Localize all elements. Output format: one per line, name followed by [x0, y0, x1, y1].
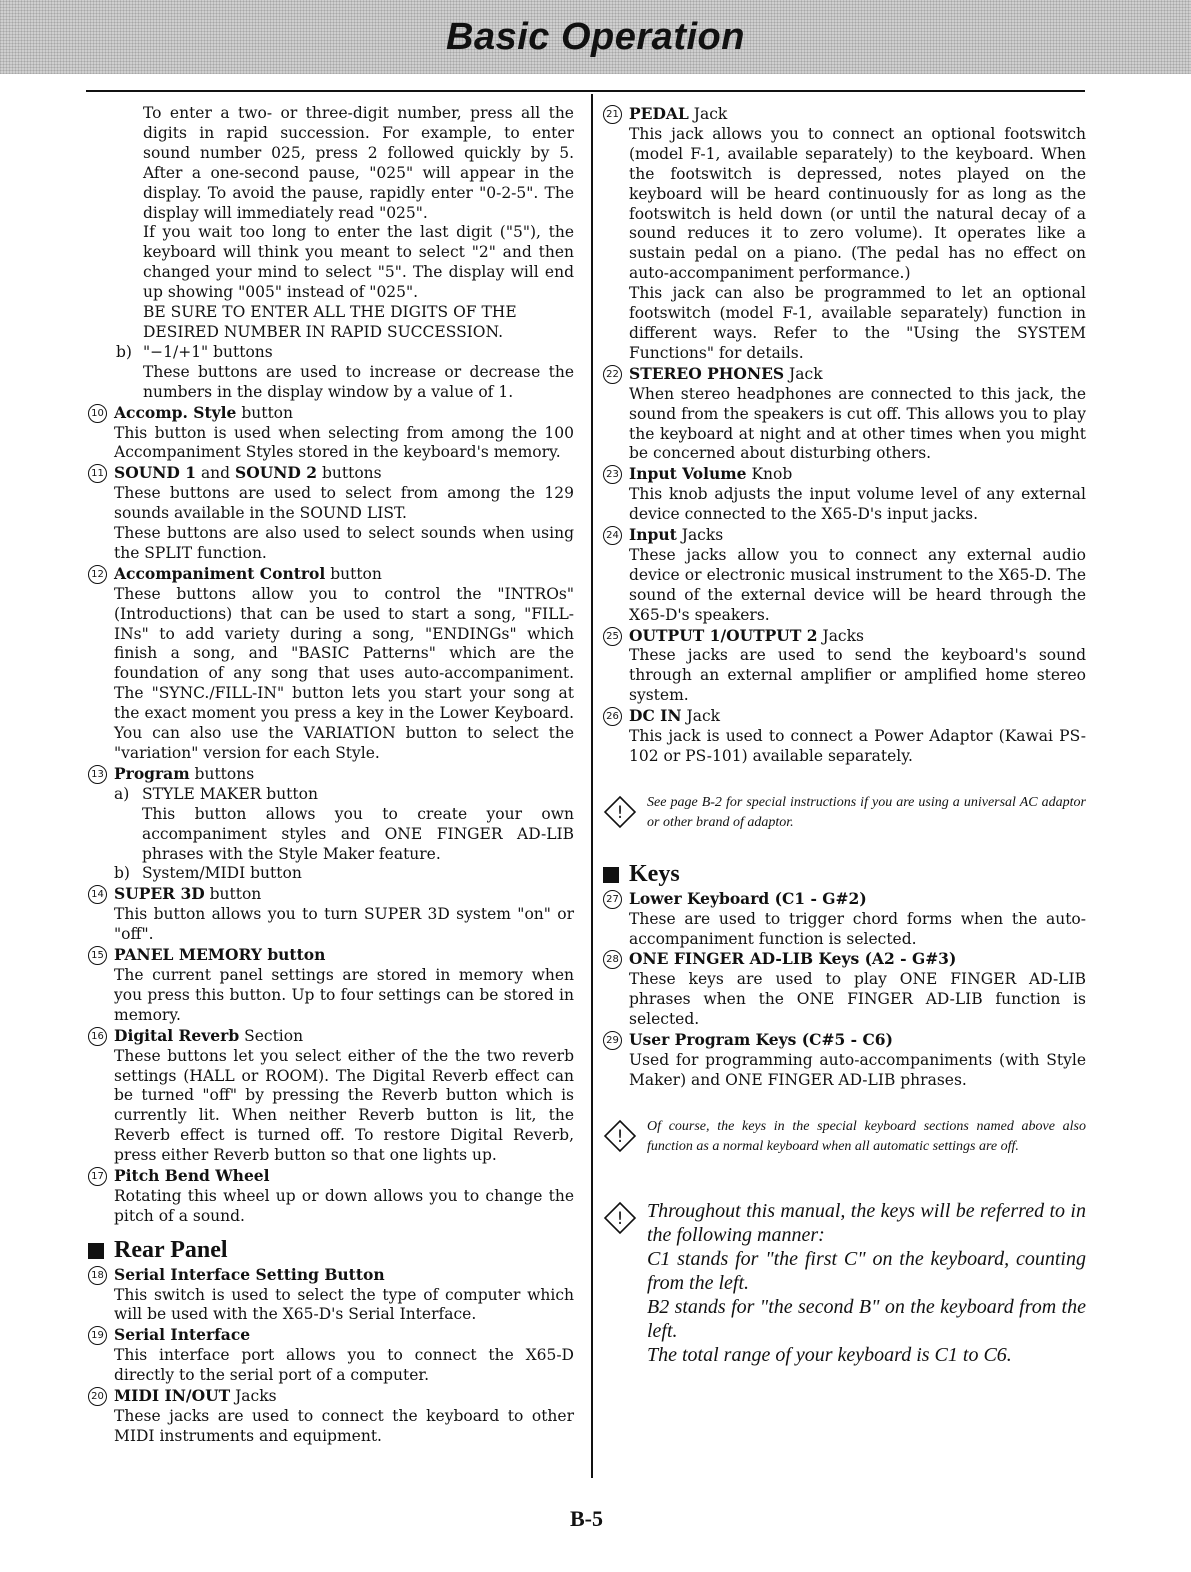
item-title: PEDAL: [629, 104, 689, 123]
item-text: When stereo headphones are connected to this jack, the sound from the speakers is cut off. This allows you to play the keyboard at night and at other times when you might be concerned about disturbing others.: [629, 384, 1086, 463]
item-title-suffix: Jack: [688, 105, 728, 123]
section-keys: [603, 860, 1086, 887]
item-title: Input Volume: [629, 464, 747, 484]
section-rear-panel: [88, 1236, 574, 1263]
circled-number: 21: [603, 105, 622, 124]
note-adaptor: [603, 793, 1086, 835]
circled-number: 11: [88, 464, 107, 483]
item-title: Serial Interface: [114, 1325, 251, 1345]
item-title: STEREO PHONES: [629, 363, 785, 383]
item-text: These buttons are also used to select sounds when using the SPLIT function.: [114, 524, 574, 562]
sub-item-b: [114, 864, 574, 884]
sub-title: "−1/+1" buttons: [143, 342, 273, 361]
warning-diamond-icon: [603, 1117, 647, 1159]
sub-label: a): [114, 784, 130, 803]
item-title: MIDI IN/OUT: [114, 1386, 231, 1406]
item-title: Digital Reverb: [114, 1025, 240, 1045]
sub-title: STYLE MAKER button: [142, 784, 318, 803]
item-title: Accomp. Style: [114, 402, 237, 422]
svg-text:!: !: [616, 1208, 624, 1229]
circled-number: 10: [88, 404, 107, 423]
circled-number: 26: [603, 707, 622, 726]
section-bullet-icon: [603, 867, 619, 883]
item-title: SUPER 3D: [114, 884, 205, 904]
item-title: Input: [629, 525, 677, 545]
item-text: These buttons allow you to control the "INTROs" (Introductions) that can be used to start a song, "FILL-INs" to add variety during a song, "ENDINGs" which finish a song, and "BASIC Patterns" which are the foundation of any song that uses auto-accompaniment. The "SYNC./FILL-IN" button lets you start your song at the exact moment you press a key in the Lower Keyboard. You can also use the VARIATION button to select the "variation" version for each Style.: [114, 584, 574, 762]
item-title: Pitch Bend Wheel: [114, 1166, 270, 1186]
item-24: [603, 525, 1086, 626]
item-text: This interface port allows you to connect the X65-D directly to the serial port of a computer.: [114, 1346, 574, 1385]
item-12: [88, 564, 574, 764]
item-text: These are used to trigger chord forms when the auto-accompaniment function is selected.: [629, 909, 1086, 948]
item-title: OUTPUT 1/OUTPUT 2: [629, 625, 818, 645]
item-15: [88, 945, 574, 1026]
item-title-suffix: Jack: [681, 707, 721, 726]
item-23: [603, 464, 1086, 525]
item-16: [88, 1026, 574, 1166]
item-text: Rotating this wheel up or down allows you to change the pitch of a sound.: [114, 1186, 574, 1225]
item-text: This button allows you to turn SUPER 3D system "on" or "off".: [114, 905, 574, 944]
item-28: [603, 949, 1086, 1030]
warning-diamond-icon: [603, 793, 647, 835]
item-text: These keys are used to play ONE FINGER AD-LIB phrases when the ONE FINGER AD-LIB function is selected.: [629, 970, 1086, 1029]
note-key-naming: [603, 1199, 1086, 1367]
item-19: [88, 1325, 574, 1386]
item-17: [88, 1166, 574, 1227]
item-title-suffix: button: [236, 403, 293, 422]
item-text: This jack allows you to connect an optional footswitch (model F-1, available separately) to the keyboard. When the footswitch is depressed, notes played on the keyboard will be heard continuously for as long as the footswitch is held down (or until the natural decay of a sound reduces it to zero volume). It operates like a sustain pedal on a piano. (The pedal has no effect on auto-accompaniment performance.): [629, 124, 1086, 283]
circled-number: 13: [88, 765, 107, 784]
header-rule: [86, 90, 1085, 92]
section-title: Keys: [629, 860, 680, 887]
warning-diamond-icon: [603, 1199, 647, 1367]
item-25: [603, 626, 1086, 707]
intro-warning: BE SURE TO ENTER ALL THE DIGITS OF THE DESIRED NUMBER IN RAPID SUCCESSION.: [143, 303, 517, 341]
circled-number: 27: [603, 890, 622, 909]
item-title-suffix: Jacks: [676, 526, 724, 545]
item-text: This jack can also be programmed to let an optional footswitch (model F-1, available separately) function in different ways. Refer to the "Using the SYSTEM Functions" for details.: [629, 284, 1086, 362]
item-27: [603, 889, 1086, 950]
item-29: [603, 1030, 1086, 1091]
item-text: This jack is used to connect a Power Adaptor (Kawai PS-102 or PS-101) available separately.: [629, 727, 1086, 765]
circled-number: 23: [603, 465, 622, 484]
right-column: [603, 104, 1086, 1367]
section-title: Rear Panel: [114, 1236, 228, 1263]
item-title-suffix: button: [325, 564, 382, 583]
sub-item-b: [88, 343, 574, 403]
item-20: [88, 1386, 574, 1447]
item-title-suffix: Jacks: [230, 1387, 277, 1406]
item-11: [88, 463, 574, 564]
page-number: B-5: [570, 1506, 603, 1531]
intro-paragraph: If you wait too long to enter the last digit ("5"), the keyboard will think you meant to select "2" and then changed your mind to select "5". The display will end up showing "005" instead of "025".: [143, 223, 574, 302]
item-title-suffix: Jacks: [817, 626, 864, 645]
sub-item-a: [114, 785, 574, 865]
item-title: Accompaniment Control: [114, 563, 326, 583]
circled-number: 28: [603, 950, 622, 969]
section-bullet-icon: [88, 1243, 104, 1259]
item-title: User Program Keys (C#5 - C6): [629, 1030, 893, 1050]
item-title: DC IN: [629, 706, 682, 726]
svg-text:!: !: [616, 802, 624, 823]
sub-label: b): [114, 864, 130, 883]
note-line: C1 stands for "the first C" on the keyboard, counting from the left.: [647, 1247, 1086, 1294]
note-line: B2 stands for "the second B" on the keyboard from the left.: [647, 1295, 1086, 1342]
page-title: Basic Operation: [446, 16, 745, 58]
item-title: Lower Keyboard (C1 - G#2): [629, 888, 867, 908]
item-text: The current panel settings are stored in memory when you press this button. Up to four settings can be stored in memory.: [114, 965, 574, 1024]
circled-number: 29: [603, 1031, 622, 1050]
circled-number: 14: [88, 885, 107, 904]
left-column: [88, 104, 574, 1447]
item-text: These buttons are used to select from among the 129 sounds available in the SOUND LIST.: [114, 484, 574, 523]
item-text: These jacks are used to connect the keyboard to other MIDI instruments and equipment.: [114, 1407, 574, 1445]
item-title-suffix: buttons: [189, 764, 255, 783]
item-14: [88, 884, 574, 945]
item-text: These buttons let you select either of the the two reverb settings (HALL or ROOM). The Digital Reverb effect can be turned "off" by pressing the Reverb button which is currently lit. When neither Reverb button is lit, the Reverb effect is turned off. To restore Digital Reverb, press either Reverb button so that one lights up.: [114, 1046, 574, 1165]
item-title: PANEL MEMORY button: [114, 945, 326, 965]
item-text: These jacks are used to send the keyboard's sound through an external amplifier or amplified home stereo system.: [629, 646, 1086, 705]
item-title: ONE FINGER AD-LIB Keys (A2 - G#3): [629, 949, 957, 969]
item-22: [603, 364, 1086, 465]
column-divider: [591, 94, 593, 1478]
item-13: [88, 764, 574, 884]
sub-title: System/MIDI button: [142, 864, 302, 883]
circled-number: 17: [88, 1167, 107, 1186]
item-18: [88, 1265, 574, 1326]
item-text: This button is used when selecting from among the 100 Accompaniment Styles stored in the keyboard's memory.: [114, 423, 574, 462]
sub-text: This button allows you to create your own accompaniment styles and ONE FINGER AD-LIB phrases with the Style Maker feature.: [142, 804, 574, 863]
item-text: These jacks allow you to connect any external audio device or electronic musical instrument to the X65-D. The sound of the external device will be heard through the X65-D's speakers.: [629, 545, 1086, 624]
note-keys: [603, 1117, 1086, 1159]
item-title: Serial Interface Setting Button: [114, 1264, 385, 1284]
circled-number: 19: [88, 1326, 107, 1345]
item-title: SOUND 2: [235, 463, 318, 483]
item-title-suffix: button: [204, 885, 262, 904]
circled-number: 12: [88, 565, 107, 584]
circled-number: 25: [603, 627, 622, 646]
item-title-suffix: Jack: [784, 364, 823, 383]
note-line: The total range of your keyboard is C1 to C6.: [647, 1343, 1012, 1366]
circled-number: 15: [88, 946, 107, 965]
sub-text: These buttons are used to increase or decrease the numbers in the display window by a value of 1.: [143, 362, 574, 401]
item-title: Program: [114, 763, 190, 783]
item-21: [603, 104, 1086, 364]
item-text: This switch is used to select the type of computer which will be used with the X65-D's Serial Interface.: [114, 1285, 574, 1324]
item-title: SOUND 1: [114, 463, 197, 483]
note-text: See page B-2 for special instructions if you are using a universal AC adaptor or other brand of adaptor.: [647, 794, 1086, 830]
item-title-suffix: buttons: [317, 464, 382, 483]
sub-label: b): [116, 342, 132, 361]
svg-text:!: !: [616, 1126, 624, 1147]
circled-number: 24: [603, 526, 622, 545]
item-title-suffix: Knob: [746, 465, 793, 484]
circled-number: 20: [88, 1387, 107, 1406]
item-title-join: and: [196, 464, 236, 483]
intro-paragraph: To enter a two- or three-digit number, press all the digits in rapid succession. For example, to enter sound number 025, press 2 followed quickly by 5. After a one-second pause, "025" will appear in the display. To avoid the pause, rapidly enter "0-2-5". The display will immediately read "025".: [143, 104, 574, 222]
note-line: Throughout this manual, the keys will be referred to in the following manner:: [647, 1199, 1086, 1246]
item-26: [603, 706, 1086, 767]
item-text: Used for programming auto-accompaniments (with Style Maker) and ONE FINGER AD-LIB phrases.: [629, 1050, 1086, 1089]
item-text: This knob adjusts the input volume level of any external device connected to the X65-D's input jacks.: [629, 485, 1086, 524]
circled-number: 16: [88, 1027, 107, 1046]
note-text: Of course, the keys in the special keyboard sections named above also function as a normal keyboard when all automatic settings are off.: [647, 1118, 1086, 1154]
item-10: [88, 403, 574, 464]
header-banner: [0, 0, 1191, 74]
item-title-suffix: Section: [239, 1026, 304, 1045]
circled-number: 22: [603, 365, 622, 384]
circled-number: 18: [88, 1266, 107, 1285]
